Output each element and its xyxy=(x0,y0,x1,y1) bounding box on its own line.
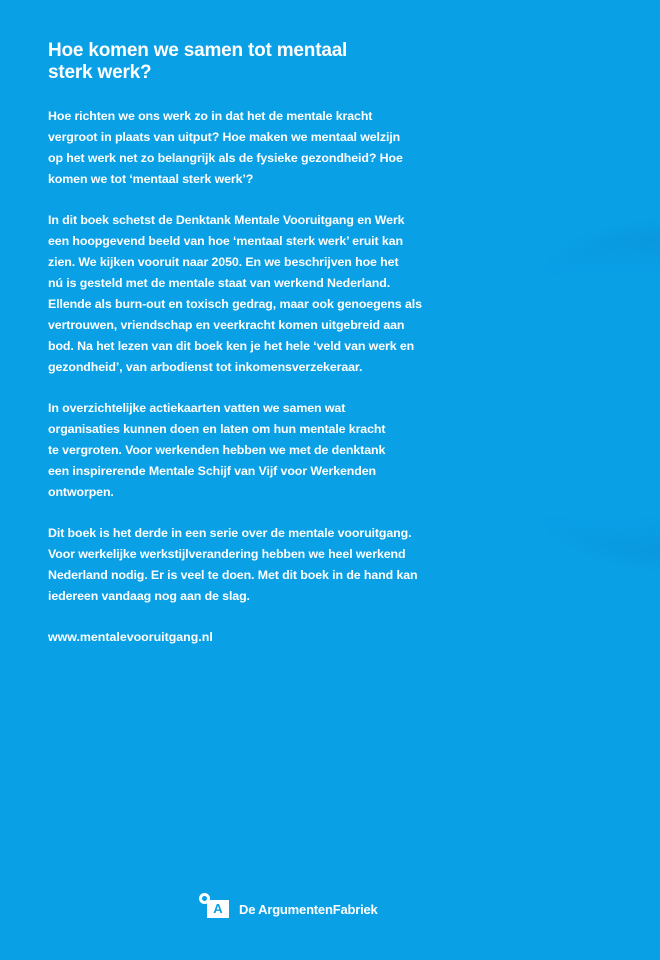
paragraph-book-summary xyxy=(48,210,428,378)
text-line: op het werk net zo belangrijk als de fysieke gezondheid? Hoe xyxy=(48,151,403,165)
text-line: Nederland nodig. Er is veel te doen. Met dit boek in de hand kan xyxy=(48,568,418,582)
text-line: vertrouwen, vriendschap en veerkracht komen uitgebreid aan xyxy=(48,318,405,332)
argumentenfabriek-logo-icon xyxy=(198,893,232,919)
paragraph-series-info xyxy=(48,523,428,607)
text-line: komen we tot ‘mentaal sterk werk’? xyxy=(48,172,254,186)
publisher-logo xyxy=(198,893,378,919)
text-line: een inspirerende Mentale Schijf van Vijf voor Werkenden xyxy=(48,464,377,478)
text-line: zien. We kijken vooruit naar 2050. En we beschrijven hoe het xyxy=(48,255,399,269)
text-line: te vergroten. Voor werkenden hebben we met de denktank xyxy=(48,443,386,457)
text-line: Dit boek is het derde in een serie over de mentale vooruitgang. xyxy=(48,526,412,540)
text-line: bod. Na het lezen van dit boek ken je het hele ‘veld van werk en xyxy=(48,339,415,353)
publisher-name: De ArgumentenFabriek xyxy=(239,901,378,917)
back-cover-text xyxy=(48,40,428,648)
logo-letter-box: A xyxy=(207,900,229,918)
text-line: Ellende als burn-out en toxisch gedrag, maar ook genoegens als xyxy=(48,297,422,311)
text-line: In overzichtelijke actiekaarten vatten we samen wat xyxy=(48,401,346,415)
text-line: Hoe richten we ons werk zo in dat het de mentale kracht xyxy=(48,109,373,123)
page-title xyxy=(48,40,428,84)
title-line: sterk werk? xyxy=(48,62,152,83)
text-line: een hoopgevend beeld van hoe ‘mentaal sterk werk’ eruit kan xyxy=(48,234,403,248)
text-line: nú is gesteld met de mentale staat van werkend Nederland. xyxy=(48,276,391,290)
text-line: gezondheid’, van arbodienst tot inkomensverzekeraar. xyxy=(48,360,363,374)
text-line: ontworpen. xyxy=(48,485,114,499)
text-line: organisaties kunnen doen en laten om hun mentale kracht xyxy=(48,422,386,436)
text-line: In dit boek schetst de Denktank Mentale Vooruitgang en Werk xyxy=(48,213,405,227)
title-line: Hoe komen we samen tot mentaal xyxy=(48,40,348,61)
text-line: Voor werkelijke werkstijlverandering hebben we heel werkend xyxy=(48,547,406,561)
website-link[interactable]: www.mentalevooruitgang.nl xyxy=(48,630,213,644)
paragraph-action-cards xyxy=(48,398,428,503)
text-line: iedereen vandaag nog aan de slag. xyxy=(48,589,250,603)
text-line: vergroot in plaats van uitput? Hoe maken we mentaal welzijn xyxy=(48,130,401,144)
background-shadow-shape xyxy=(480,230,660,560)
paragraph-intro-questions xyxy=(48,106,428,190)
